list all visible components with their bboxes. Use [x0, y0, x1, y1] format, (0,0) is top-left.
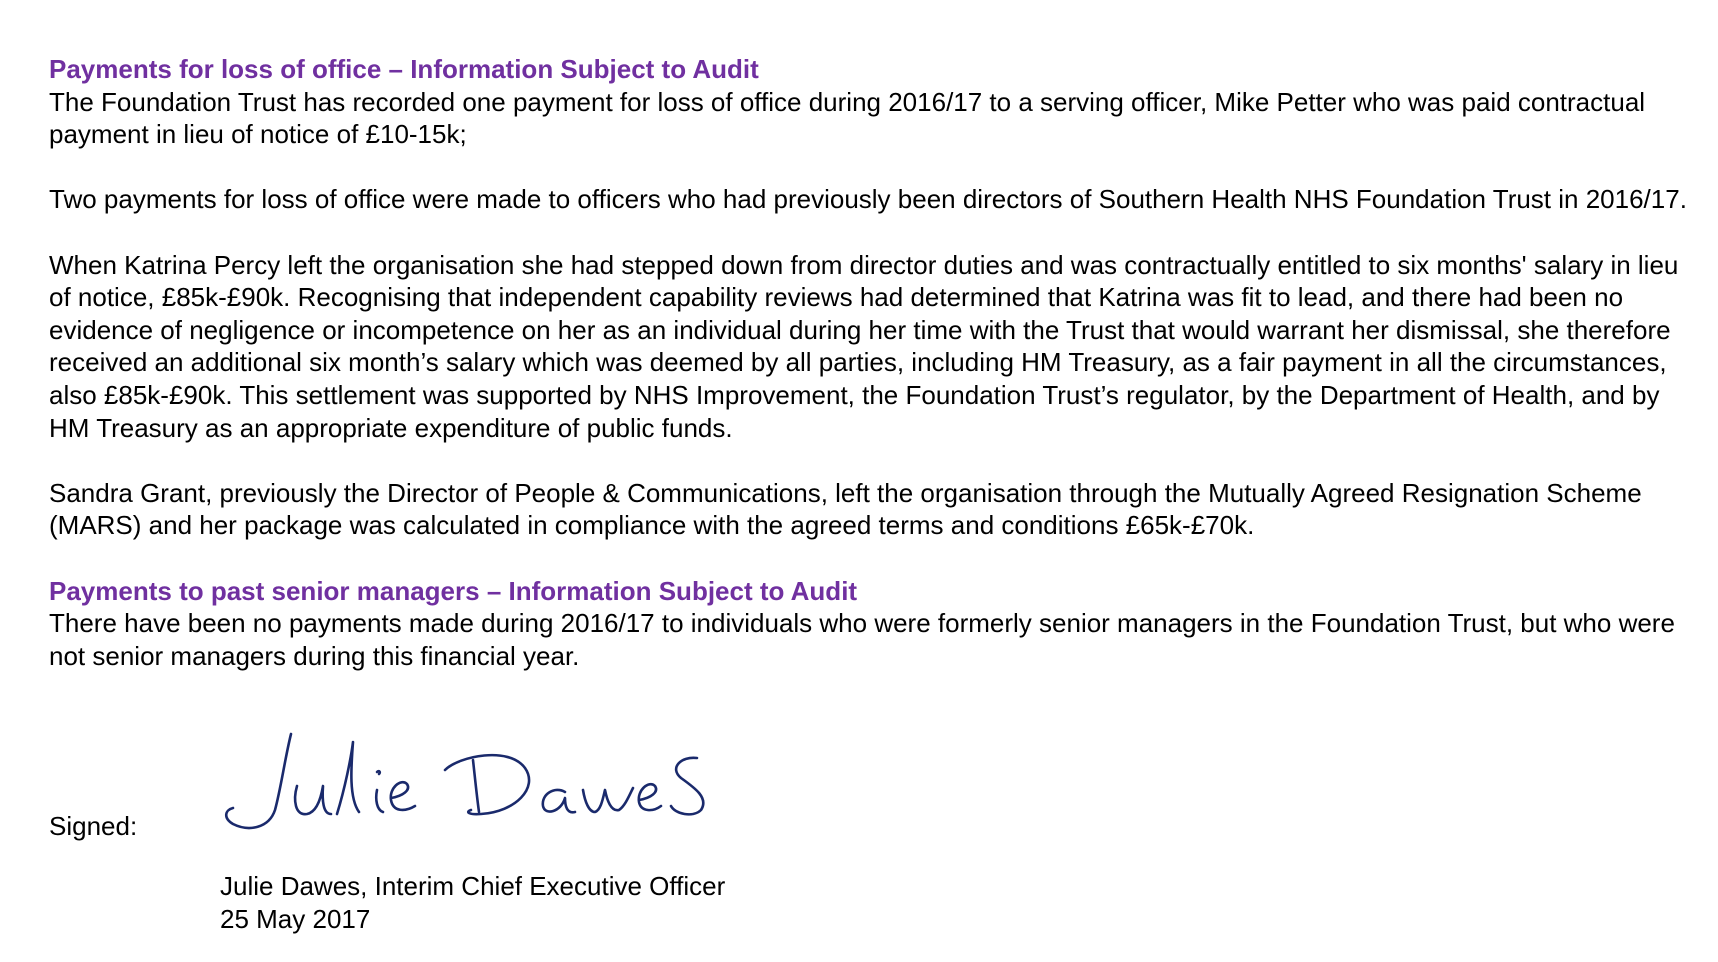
document-body	[49, 53, 1689, 672]
paragraph-mike-petter: The Foundation Trust has recorded one payment for loss of office during 2016/17 to a serving officer, Mike Petter who was paid contractual payment in lieu of notice of £10-15k;	[49, 86, 1646, 150]
paragraph-no-payments: There have been no payments made during 2016/17 to individuals who were formerly senior managers in the Foundation Trust, but who were not senior managers during this financial year.	[49, 608, 1675, 671]
paragraph-sandra-grant: Sandra Grant, previously the Director of People & Communications, left the organisation through the Mutually Agreed Resignation Scheme (MARS) and her package was calculated in compliance with the agreed terms and conditions £65k-£70k.	[49, 477, 1642, 541]
paragraph-two-payments: Two payments for loss of office were made to officers who had previously been directors of Southern Health NHS Foundation Trust in 2016/17.	[49, 184, 1687, 215]
handwritten-signature	[219, 728, 799, 838]
signature-date: 25 May 2017	[220, 903, 371, 934]
signed-label: Signed:	[49, 811, 138, 841]
signer-name-title: Julie Dawes, Interim Chief Executive Officer	[220, 871, 726, 901]
signature-block	[49, 740, 1689, 940]
signer-details	[220, 870, 725, 935]
section-heading-loss-of-office: Payments for loss of office – Information Subject to Audit	[49, 54, 759, 84]
section-heading-past-senior-managers: Payments to past senior managers – Information Subject to Audit	[49, 575, 858, 606]
paragraph-katrina-percy: When Katrina Percy left the organisation she had stepped down from director duties and was contractually entitled to six months' salary in lieu of notice, £85k-£90k. Recognising that independent capability reviews had determined that Katrina was fit to lead, and there had been no evidence of negligence or incompetence on her as an individual during her time with the Trust that would warrant her dismissal, she therefore received an additional six month’s salary which was deemed by all parties, including HM Treasury, as a fair payment in all the circumstances, also £85k-£90k. This settlement was supported by NHS Improvement, the Foundation Trust’s regulator, by the Department of Health, and by HM Treasury as an appropriate expenditure of public funds.	[49, 249, 1679, 443]
